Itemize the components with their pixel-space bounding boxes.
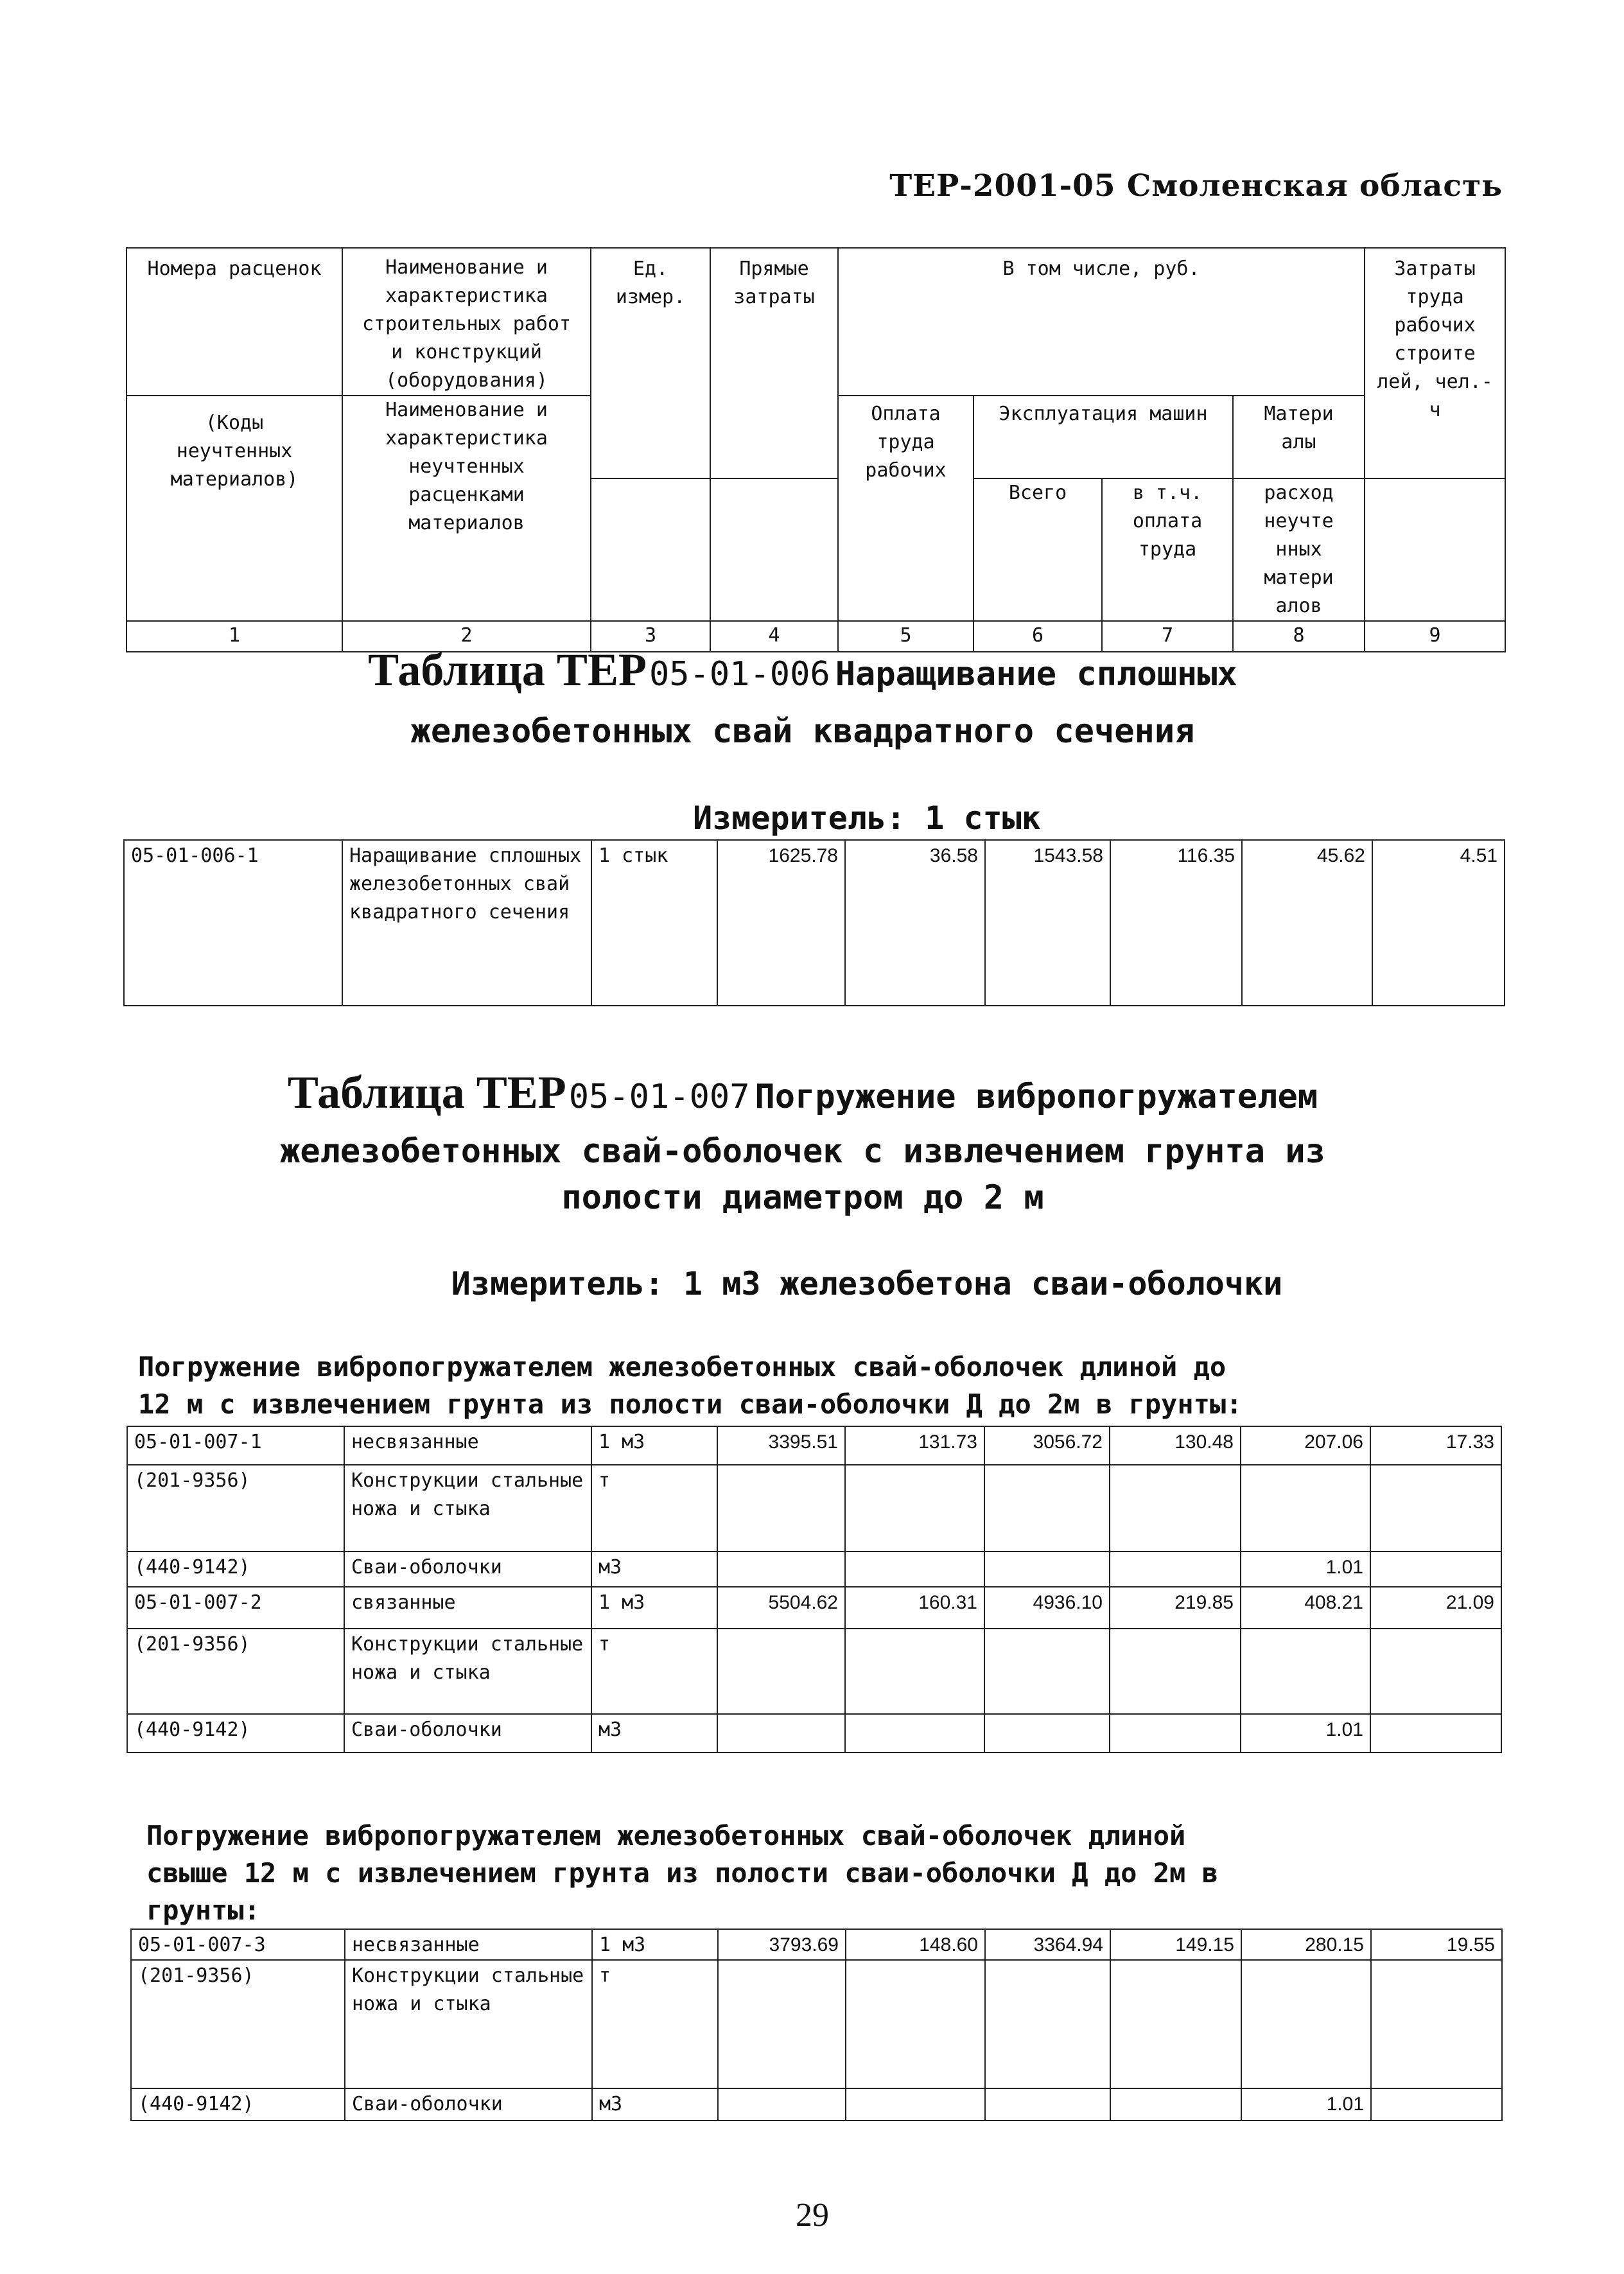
column-number: 8 xyxy=(1233,621,1365,652)
labor-wages-cell xyxy=(845,1552,984,1587)
column-number: 3 xyxy=(591,621,710,652)
direct-costs-cell: 3793.69 xyxy=(718,1929,846,1960)
header-rate-numbers: Номера расценок xyxy=(127,248,342,396)
table-006-title: Таблица ТЕР 05-01-006 Наращивание сплошных железобетонных свай квадратного сечения xyxy=(368,644,1237,751)
materials-cost-cell: 1.01 xyxy=(1241,2088,1371,2121)
rate-code-cell: (201-9356) xyxy=(127,1465,344,1552)
machines-total-cell: 3364.94 xyxy=(985,1929,1110,1960)
rate-unit-cell: 1 м3 xyxy=(591,1587,717,1629)
labor-wages-cell xyxy=(845,1714,984,1753)
labor-wages-cell xyxy=(845,1465,984,1552)
machines-total-cell xyxy=(984,1629,1110,1714)
rate-code-cell: (440-9142) xyxy=(127,1714,344,1753)
rate-unit-cell: м3 xyxy=(591,1552,717,1587)
machines-labor-cell xyxy=(1110,1714,1241,1753)
labor-hours-cell xyxy=(1370,1714,1501,1753)
rate-unit-cell: т xyxy=(591,1465,717,1552)
table-006 xyxy=(123,839,1505,1006)
labor-wages-cell xyxy=(845,1629,984,1714)
header-labor-hours: Затраты труда рабочих строите лей, чел.-ч xyxy=(1365,248,1505,478)
labor-wages-cell: 160.31 xyxy=(845,1587,984,1629)
header-machines-total: Всего xyxy=(974,478,1102,621)
machines-labor-cell: 149.15 xyxy=(1110,1929,1241,1960)
rate-name-cell: Сваи-оболочки xyxy=(344,1552,591,1587)
machines-total-cell: 4936.10 xyxy=(984,1587,1110,1629)
labor-wages-cell: 148.60 xyxy=(846,1929,985,1960)
machines-total-cell xyxy=(984,1714,1110,1753)
direct-costs-cell xyxy=(717,1714,845,1753)
rate-code-cell: (201-9356) xyxy=(127,1629,344,1714)
header-material-codes: (Коды неучтенных материалов) xyxy=(127,396,342,621)
machines-labor-cell xyxy=(1110,2088,1241,2121)
group2-heading: Погружение вибропогружателем железобетонных свай-оболочек длиной свыше 12 м с извлечением грунта из полости сваи-оболочки Д до 2м в грунты: xyxy=(146,1820,1218,1926)
header-material-names: Наименование и характеристика неучтенных расценками материалов xyxy=(342,396,591,621)
rate-code-cell: 05-01-007-1 xyxy=(127,1426,344,1465)
rate-unit-cell: 1 стык xyxy=(591,840,717,1006)
rate-name-cell: несвязанные xyxy=(345,1929,592,1960)
table-row xyxy=(124,840,1505,1006)
machines-total-cell xyxy=(984,1465,1110,1552)
rate-unit-cell: 1 м3 xyxy=(591,1426,717,1465)
header-material-consumption: расход неучте нных матери алов xyxy=(1233,478,1365,621)
table-row xyxy=(127,1629,1501,1714)
labor-hours-cell xyxy=(1371,1960,1502,2088)
direct-costs-cell xyxy=(718,1960,846,2088)
materials-cost-cell: 1.01 xyxy=(1241,1714,1370,1753)
materials-cost-cell xyxy=(1241,1465,1370,1552)
rate-name-cell: Сваи-оболочки xyxy=(345,2088,592,2121)
materials-cost-cell: 1.01 xyxy=(1241,1552,1370,1587)
materials-cost-cell: 207.06 xyxy=(1241,1426,1370,1465)
header-direct-costs: Прямые затраты xyxy=(710,248,838,478)
table-007-title: Таблица ТЕР 05-01-007 Погружение вибропогружателем железобетонных свай-оболочек с извлечением грунта из полости диаметром до 2 м xyxy=(280,1067,1325,1217)
column-number: 5 xyxy=(838,621,974,652)
table-007-measure: Измеритель: 1 м3 железобетона сваи-оболочки xyxy=(451,1265,1283,1302)
materials-cost-cell: 408.21 xyxy=(1241,1587,1370,1629)
labor-hours-cell xyxy=(1370,1629,1501,1714)
machines-total-cell xyxy=(985,1960,1110,2088)
rate-code-cell: 05-01-007-2 xyxy=(127,1587,344,1629)
table-row xyxy=(127,1426,1501,1465)
header-labor-lower xyxy=(1365,478,1505,621)
rate-unit-cell: т xyxy=(591,1629,717,1714)
rate-unit-cell: м3 xyxy=(591,1714,717,1753)
machines-labor-cell xyxy=(1110,1960,1241,2088)
labor-wages-cell: 36.58 xyxy=(845,840,985,1006)
rate-name-cell: Конструкции стальные ножа и стыка xyxy=(344,1465,591,1552)
column-number: 1 xyxy=(127,621,342,652)
direct-costs-cell xyxy=(717,1465,845,1552)
table-row xyxy=(127,1552,1501,1587)
column-number: 2 xyxy=(342,621,591,652)
materials-cost-cell xyxy=(1241,1960,1371,2088)
header-work-name: Наименование и характеристика строительных работ и конструкций (оборудования) xyxy=(342,248,591,396)
document-header: ТЕР-2001-05 Смоленская область xyxy=(889,168,1503,204)
column-number: 6 xyxy=(974,621,1102,652)
rate-code-cell: 05-01-006-1 xyxy=(124,840,342,1006)
table-row xyxy=(127,1587,1501,1629)
labor-hours-cell xyxy=(1370,1465,1501,1552)
rate-unit-cell: 1 м3 xyxy=(592,1929,718,1960)
materials-cost-cell: 280.15 xyxy=(1241,1929,1371,1960)
materials-cost-cell: 45.62 xyxy=(1242,840,1372,1006)
rate-unit-cell: м3 xyxy=(592,2088,718,2121)
machines-total-cell xyxy=(985,2088,1110,2121)
rate-name-cell: Сваи-оболочки xyxy=(344,1714,591,1753)
machines-labor-cell xyxy=(1110,1629,1241,1714)
header-unit: Ед. измер. xyxy=(591,248,710,478)
header-machine-operation: Эксплуатация машин xyxy=(974,396,1233,478)
rate-name-cell: Конструкции стальные ножа и стыка xyxy=(344,1629,591,1714)
header-labor-wages: Оплата труда рабочих xyxy=(838,396,974,621)
column-header-table xyxy=(126,247,1506,652)
table-row xyxy=(127,1465,1501,1552)
header-direct-lower xyxy=(710,478,838,621)
table-007-group2 xyxy=(130,1929,1503,2121)
rate-name-cell: связанные xyxy=(344,1587,591,1629)
labor-hours-cell xyxy=(1370,1552,1501,1587)
labor-hours-cell xyxy=(1371,2088,1502,2121)
labor-wages-cell: 131.73 xyxy=(845,1426,984,1465)
header-materials: Матери алы xyxy=(1233,396,1365,478)
rate-code-cell: (440-9142) xyxy=(131,2088,345,2121)
labor-wages-cell xyxy=(846,1960,985,2088)
machines-labor-cell: 116.35 xyxy=(1110,840,1242,1006)
column-number: 7 xyxy=(1102,621,1233,652)
labor-hours-cell: 4.51 xyxy=(1372,840,1505,1006)
labor-hours-cell: 19.55 xyxy=(1371,1929,1502,1960)
rate-code-cell: 05-01-007-3 xyxy=(131,1929,345,1960)
direct-costs-cell xyxy=(717,1629,845,1714)
column-number: 9 xyxy=(1365,621,1505,652)
direct-costs-cell xyxy=(718,2088,846,2121)
column-number: 4 xyxy=(710,621,838,652)
header-including-group: В том числе, руб. xyxy=(838,248,1365,396)
table-006-measure: Измеритель: 1 стык xyxy=(693,800,1041,837)
header-machines-labor: в т.ч. оплата труда xyxy=(1102,478,1233,621)
group1-heading: Погружение вибропогружателем железобетонных свай-оболочек длиной до 12 м с извлечением грунта из полости сваи-оболочки Д до 2м в грунты: xyxy=(138,1351,1243,1420)
rate-code-cell: (440-9142) xyxy=(127,1552,344,1587)
direct-costs-cell xyxy=(717,1552,845,1587)
labor-hours-cell: 21.09 xyxy=(1370,1587,1501,1629)
table-row xyxy=(131,2088,1502,2121)
table-row xyxy=(131,1929,1502,1960)
direct-costs-cell: 3395.51 xyxy=(717,1426,845,1465)
rate-name-cell: Конструкции стальные ножа и стыка xyxy=(345,1960,592,2088)
direct-costs-cell: 5504.62 xyxy=(717,1587,845,1629)
header-unit-lower xyxy=(591,478,710,621)
table-row xyxy=(131,1960,1502,2088)
direct-costs-cell: 1625.78 xyxy=(717,840,845,1006)
labor-wages-cell xyxy=(846,2088,985,2121)
machines-labor-cell: 130.48 xyxy=(1110,1426,1241,1465)
machines-total-cell xyxy=(984,1552,1110,1587)
machines-labor-cell: 219.85 xyxy=(1110,1587,1241,1629)
rate-code-cell: (201-9356) xyxy=(131,1960,345,2088)
labor-hours-cell: 17.33 xyxy=(1370,1426,1501,1465)
table-row xyxy=(127,1714,1501,1753)
machines-labor-cell xyxy=(1110,1465,1241,1552)
machines-labor-cell xyxy=(1110,1552,1241,1587)
rate-name-cell: Наращивание сплошных железобетонных свай квадратного сечения xyxy=(342,840,591,1006)
materials-cost-cell xyxy=(1241,1629,1370,1714)
machines-total-cell: 3056.72 xyxy=(984,1426,1110,1465)
rate-unit-cell: т xyxy=(592,1960,718,2088)
machines-total-cell: 1543.58 xyxy=(985,840,1110,1006)
table-007-group1 xyxy=(127,1426,1502,1753)
rate-name-cell: несвязанные xyxy=(344,1426,591,1465)
page-number: 29 xyxy=(796,2197,829,2234)
